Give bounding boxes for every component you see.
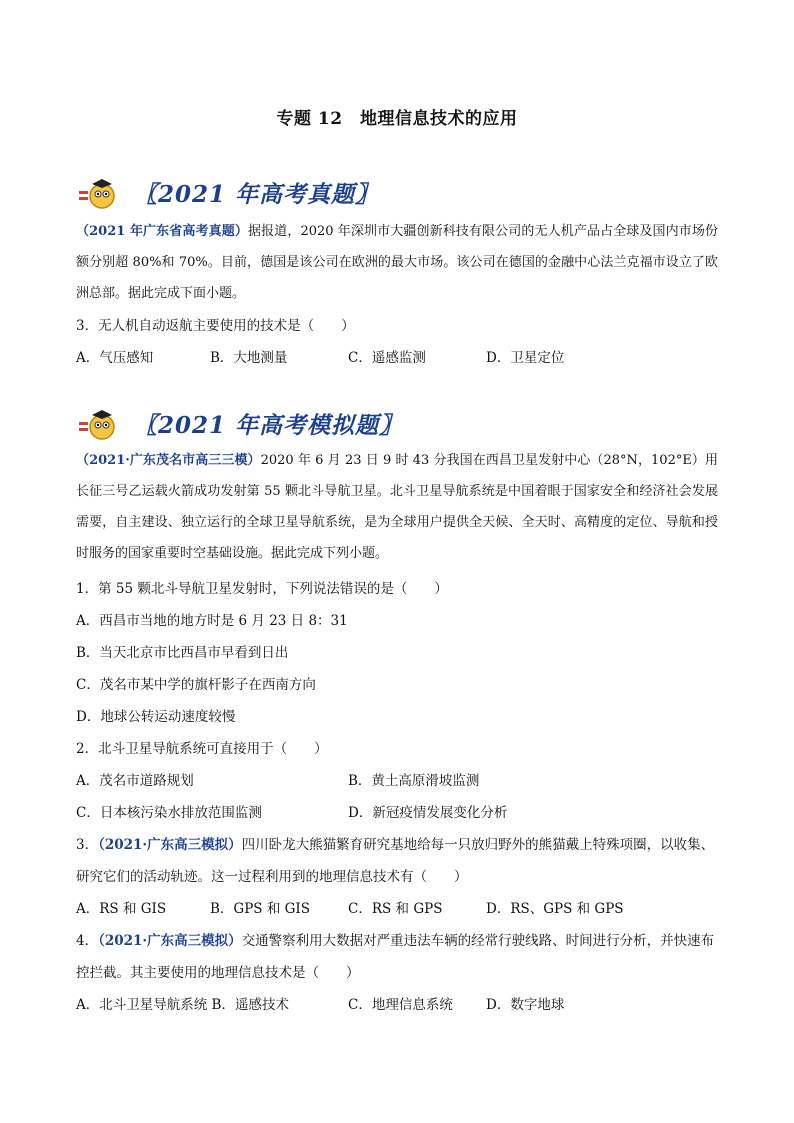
option-d: D．RS、GPS 和 GPS bbox=[486, 901, 624, 917]
passage-text: 2020 年 6 月 23 日 9 时 43 分我国在西昌卫星发射中心（28°N，102°E）用长征三号乙运载火箭成功发射第 55 颗北斗导航卫星。北斗卫星导航系统是中国着眼于国家安全和经济社会发展需要，自主建设、独立运行的全球卫星导航系统，是为全球用户提供全天候、全天时、高精度的定位、导航和授时服务的国家重要时空基础设施。据此完成下列小题。 bbox=[76, 453, 718, 561]
question-stem-line1 bbox=[76, 833, 714, 853]
option-c: C．地理信息系统 bbox=[348, 997, 453, 1013]
question-stem-line1 bbox=[76, 929, 714, 949]
option-c: C．日本核污染水排放范围监测 bbox=[76, 805, 262, 821]
question-source: （2021·广东高三模拟） bbox=[98, 837, 242, 853]
option-d: D．地球公转运动速度较慢 bbox=[76, 709, 236, 725]
option-b: B．GPS 和 GIS bbox=[210, 901, 310, 917]
option-c: C．遥感监测 bbox=[348, 350, 426, 366]
option-a: A．气压感知 bbox=[76, 350, 154, 366]
question-stem-line2: 研究它们的活动轨迹。这一过程利用到的地理信息技术有（ ） bbox=[76, 869, 468, 885]
question-number: 3． bbox=[76, 837, 99, 853]
passage-text: 据报道，2020 年深圳市大疆创新科技有限公司的无人机产品占全球及国内市场份额分别超 80%和 70%。目前，德国是该公司在欧洲的最大市场。该公司在德国的金融中心法兰克福市设立了欧洲总部。据此完成下面小题。 bbox=[76, 224, 718, 301]
section-heading: 〖2021 年高考真题〗 bbox=[134, 180, 380, 208]
option-a: A．茂名市道路规划 bbox=[76, 773, 194, 789]
question-stem: 2．北斗卫星导航系统可直接用于（ ） bbox=[76, 741, 328, 757]
passage-source: （2021 年广东省高考真题） bbox=[76, 224, 248, 239]
passage-2 bbox=[76, 445, 718, 569]
owl-logo-icon bbox=[76, 172, 120, 212]
question-stem: 1．第 55 颗北斗导航卫星发射时，下列说法错误的是（ ） bbox=[76, 581, 448, 597]
question-number: 4． bbox=[76, 933, 99, 949]
question-text: 交通警察利用大数据对严重违法车辆的经常行驶线路、时间进行分析，并快速布 bbox=[241, 933, 715, 949]
option-d: D．数字地球 bbox=[486, 997, 565, 1013]
option-b: B．黄土高原滑坡监测 bbox=[348, 773, 480, 789]
option-a: A．RS 和 GIS bbox=[76, 901, 167, 917]
page-title: 专题 12 地理信息技术的应用 bbox=[276, 109, 518, 129]
question-source: （2021·广东高三模拟） bbox=[98, 933, 242, 949]
option-b: B．当天北京市比西昌市早看到日出 bbox=[76, 645, 289, 661]
option-a-b: A．北斗卫星导航系统 B．遥感技术 bbox=[76, 997, 289, 1013]
option-d: D．卫星定位 bbox=[486, 350, 565, 366]
section-banner-mock-exam bbox=[76, 401, 403, 445]
section-heading: 〖2021 年高考模拟题〗 bbox=[134, 411, 404, 439]
option-c: C．茂名市某中学的旗杆影子在西南方向 bbox=[76, 677, 316, 693]
section-banner-real-exam bbox=[76, 170, 379, 214]
option-a: A．西昌市当地的地方时是 6 月 23 日 8：31 bbox=[76, 613, 348, 629]
question-stem: 3．无人机自动返航主要使用的技术是（ ） bbox=[76, 318, 355, 334]
option-c: C．RS 和 GPS bbox=[348, 901, 443, 917]
question-stem-line2: 控拦截。其主要使用的地理信息技术是（ ） bbox=[76, 965, 360, 981]
owl-logo-icon bbox=[76, 403, 120, 443]
option-b: B．大地测量 bbox=[210, 350, 288, 366]
passage-source: （2021·广东茂名市高三三模） bbox=[76, 453, 261, 468]
passage-1 bbox=[76, 216, 718, 309]
question-text: 四川卧龙大熊猫繁育研究基地给每一只放归野外的熊猫戴上特殊项圈，以收集、 bbox=[241, 837, 715, 853]
option-d: D．新冠疫情发展变化分析 bbox=[348, 805, 508, 821]
